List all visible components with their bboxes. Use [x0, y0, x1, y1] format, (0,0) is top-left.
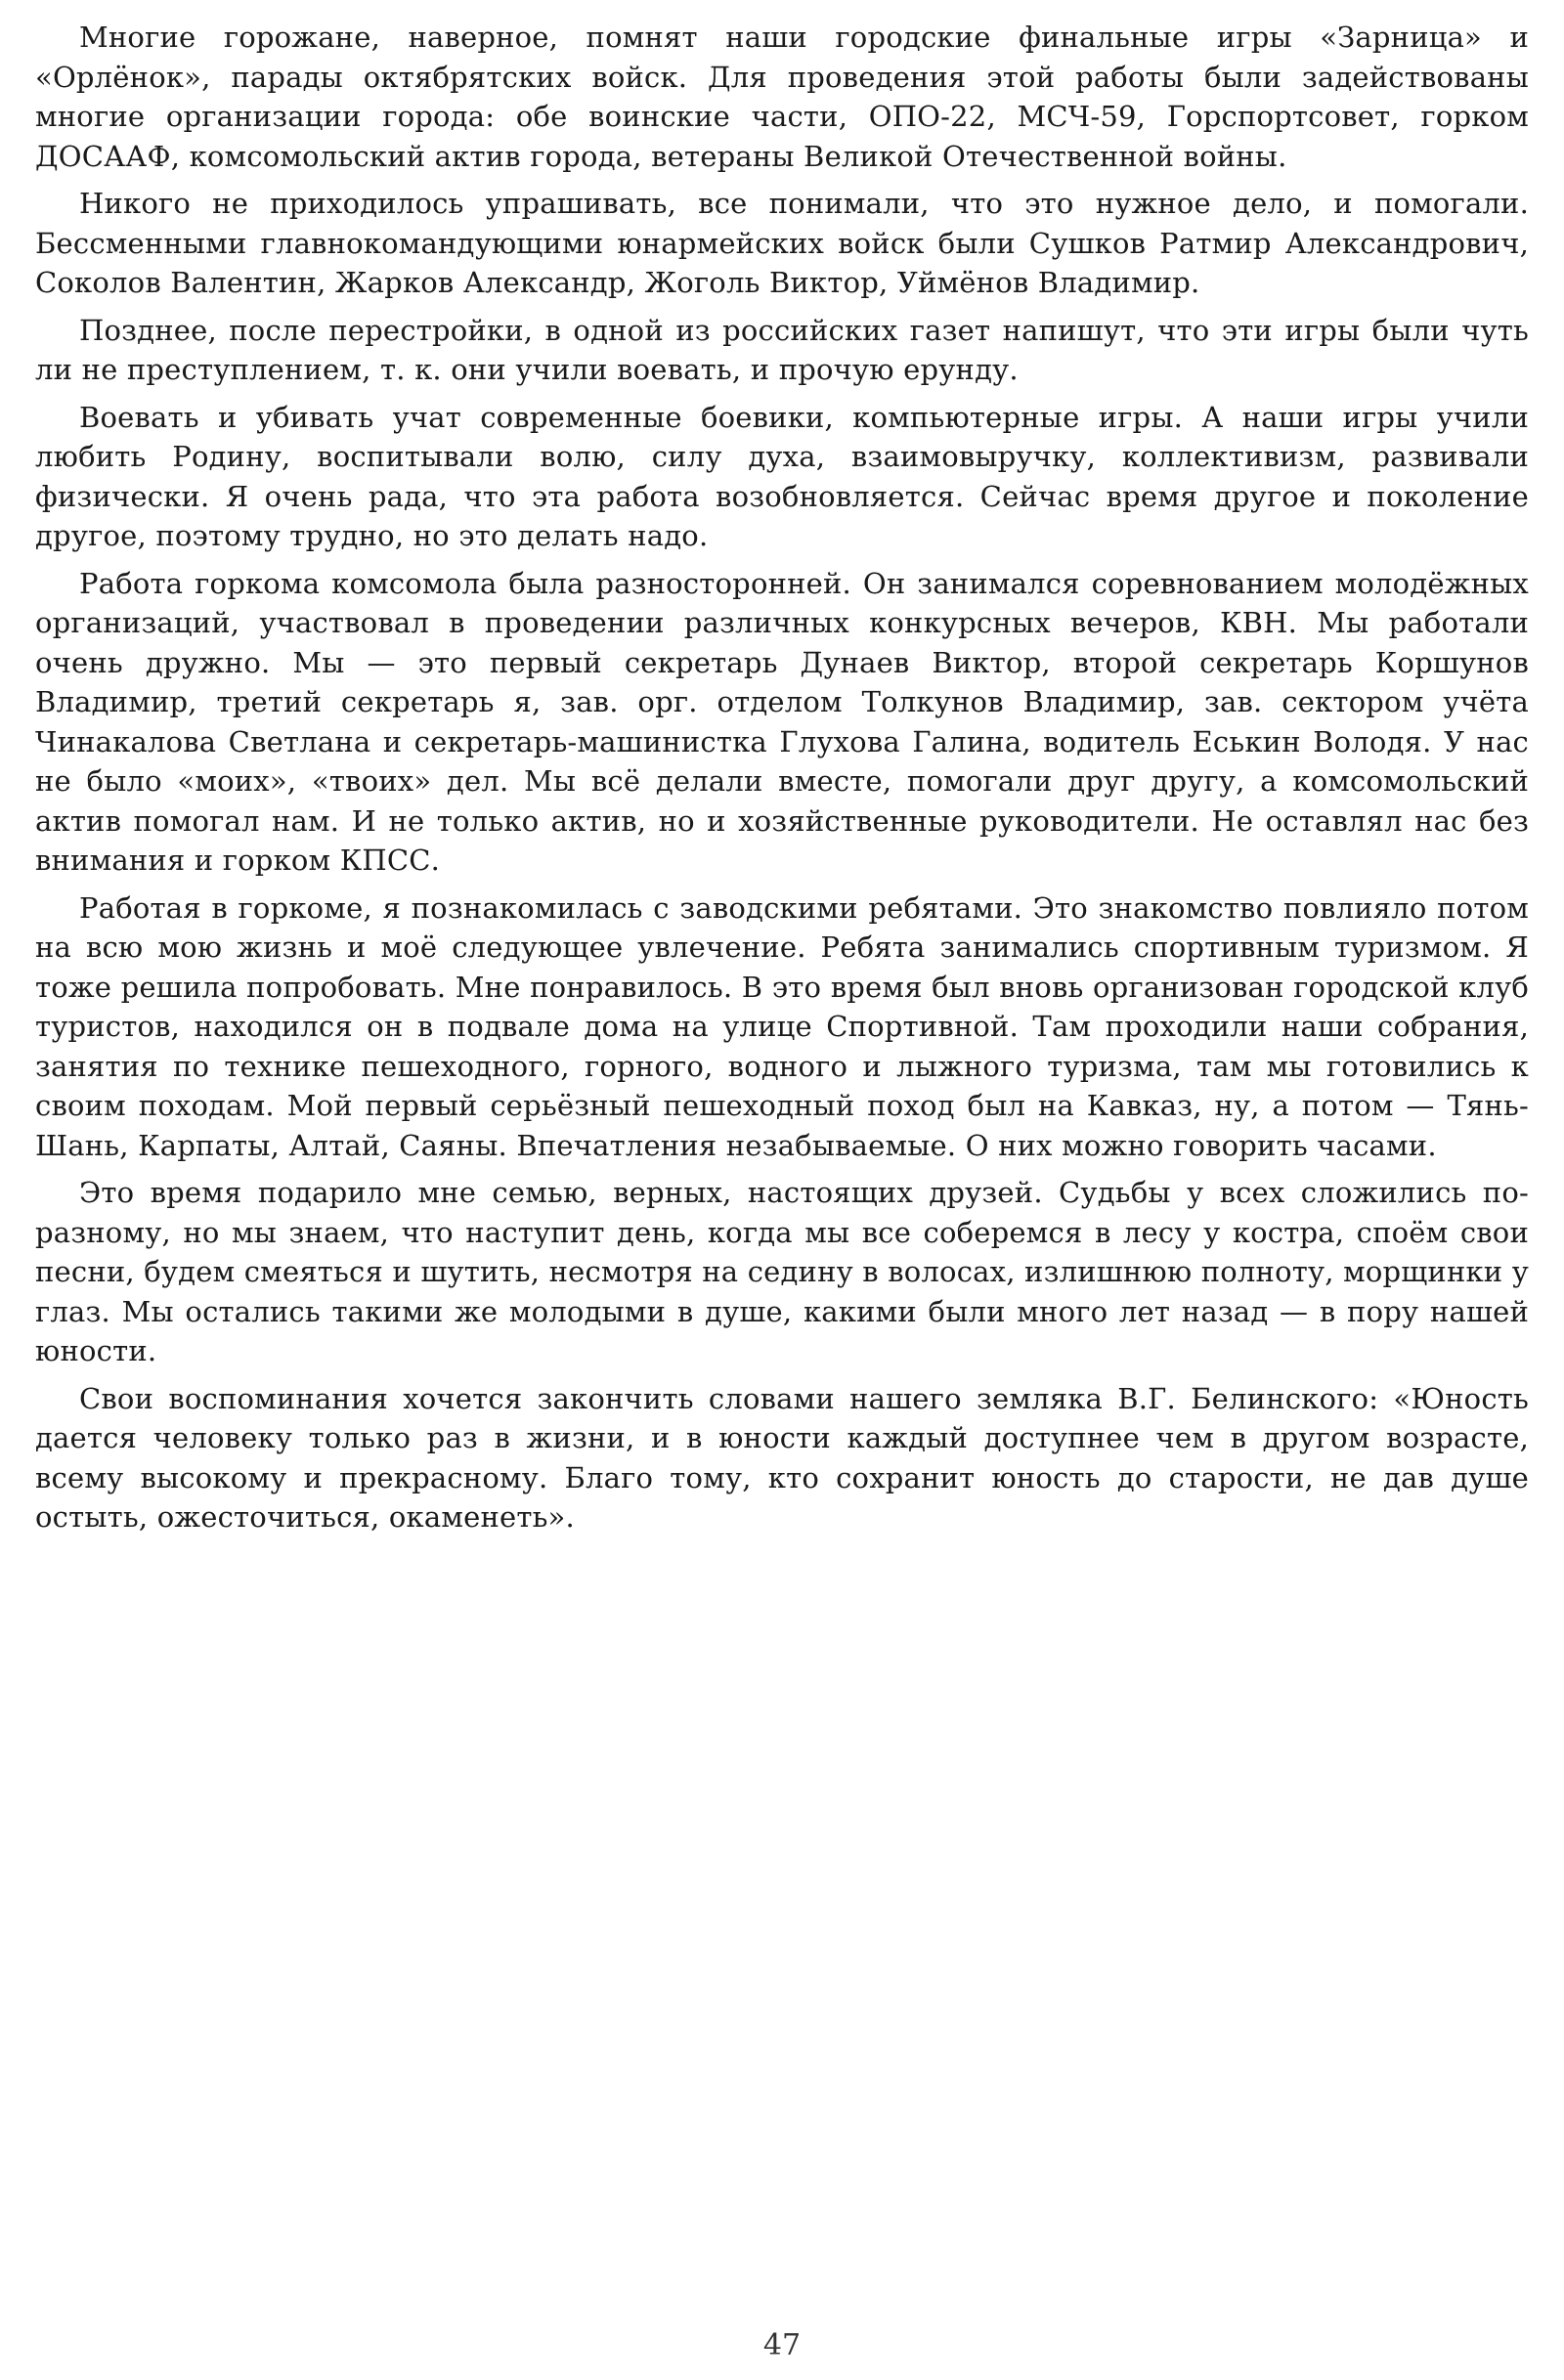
paragraph: Позднее, после перестройки, в одной из российских газет напишут, что эти игры были чуть ли не преступлением, т. к. они учили воевать, и прочую ерунду.: [35, 313, 1529, 386]
paragraph: Работа горкома комсомола была разносторонней. Он занимался соревнованием молодёжных организаций, участвовал в проведении различных конкурсных вечеров, КВН. Мы работали очень дружно. Мы — это первый секретарь Дунаев Виктор, второй секретарь Коршунов Владимир, третий секретарь я, зав. орг. отделом Толкунов Владимир, зав. сектором учёта Чинакалова Светлана и секретарь-машинистка Глухова Галина, водитель Еськин Володя. У нас не было «моих», «твоих» дел. Мы всё делали вместе, помогали друг другу, а комсомольский актив помогал нам. И не только актив, но и хозяйственные руководители. Не оставлял нас без внимания и горком КПСС.: [35, 566, 1529, 877]
paragraph: Свои воспоминания хочется закончить словами нашего земляка В.Г. Белинского: «Юность дается человеку только раз в жизни, и в юности каждый доступнее чем в другом возрасте, всему высокому и прекрасному. Благо тому, кто сохранит юность до старости, не дав душе остыть, ожесточиться, окаменеть».: [35, 1381, 1529, 1534]
paragraph: Работая в горкоме, я познакомилась с заводскими ребятами. Это знакомство повлияло потом на всю мою жизнь и моё следующее увлечение. Ребята занимались спортивным туризмом. Я тоже решила попробовать. Мне понравилось. В это время был вновь организован городской клуб туристов, находился он в подвале дома на улице Спортивной. Там проходили наши собрания, занятия по технике пешеходного, горного, водного и лыжного туризма, там мы готовились к своим походам. Мой первый серьёзный пешеходный поход был на Кавказ, ну, а потом — Тянь-Шань, Карпаты, Алтай, Саяны. Впечатления незабываемые. О них можно говорить часами.: [35, 890, 1529, 1162]
paragraph: Многие горожане, наверное, помнят наши городские финальные игры «Зарница» и «Орлёнок», парады октябрятских войск. Для проведения этой работы были задействованы многие организации города: обе воинские части, ОПО-22, МСЧ-59, Горспортсовет, горком ДОСААФ, комсомольский актив города, ветераны Великой Отечественной войны.: [35, 21, 1529, 173]
page-number: 47: [762, 2328, 802, 2362]
paragraph: Это время подарило мне семью, верных, настоящих друзей. Судьбы у всех сложились по-разному, но мы знаем, что наступит день, когда мы все соберемся в лесу у костра, споём свои песни, будем смеяться и шутить, несмотря на седину в волосах, излишнюю полноту, морщинки у глаз. Мы остались такими же молодыми в душе, какими были много лет назад — в пору нашей юности.: [35, 1176, 1530, 1367]
paragraph: Воевать и убивать учат современные боевики, компьютерные игры. А наши игры учили любить Родину, воспитывали волю, силу духа, взаимовыручку, коллективизм, развивали физически. Я очень рада, что эта работа возобновляется. Сейчас время другое и поколение другое, поэтому трудно, но это делать надо.: [35, 400, 1529, 552]
paragraph: Никого не приходилось упрашивать, все понимали, что это нужное дело, и помогали. Бессменными главнокомандующими юнармейских войск были Сушков Ратмир Александрович, Соколов Валентин, Жарков Александр, Жоголь Виктор, Уймёнов Владимир.: [35, 187, 1529, 299]
page-body: [35, 18, 1529, 1545]
